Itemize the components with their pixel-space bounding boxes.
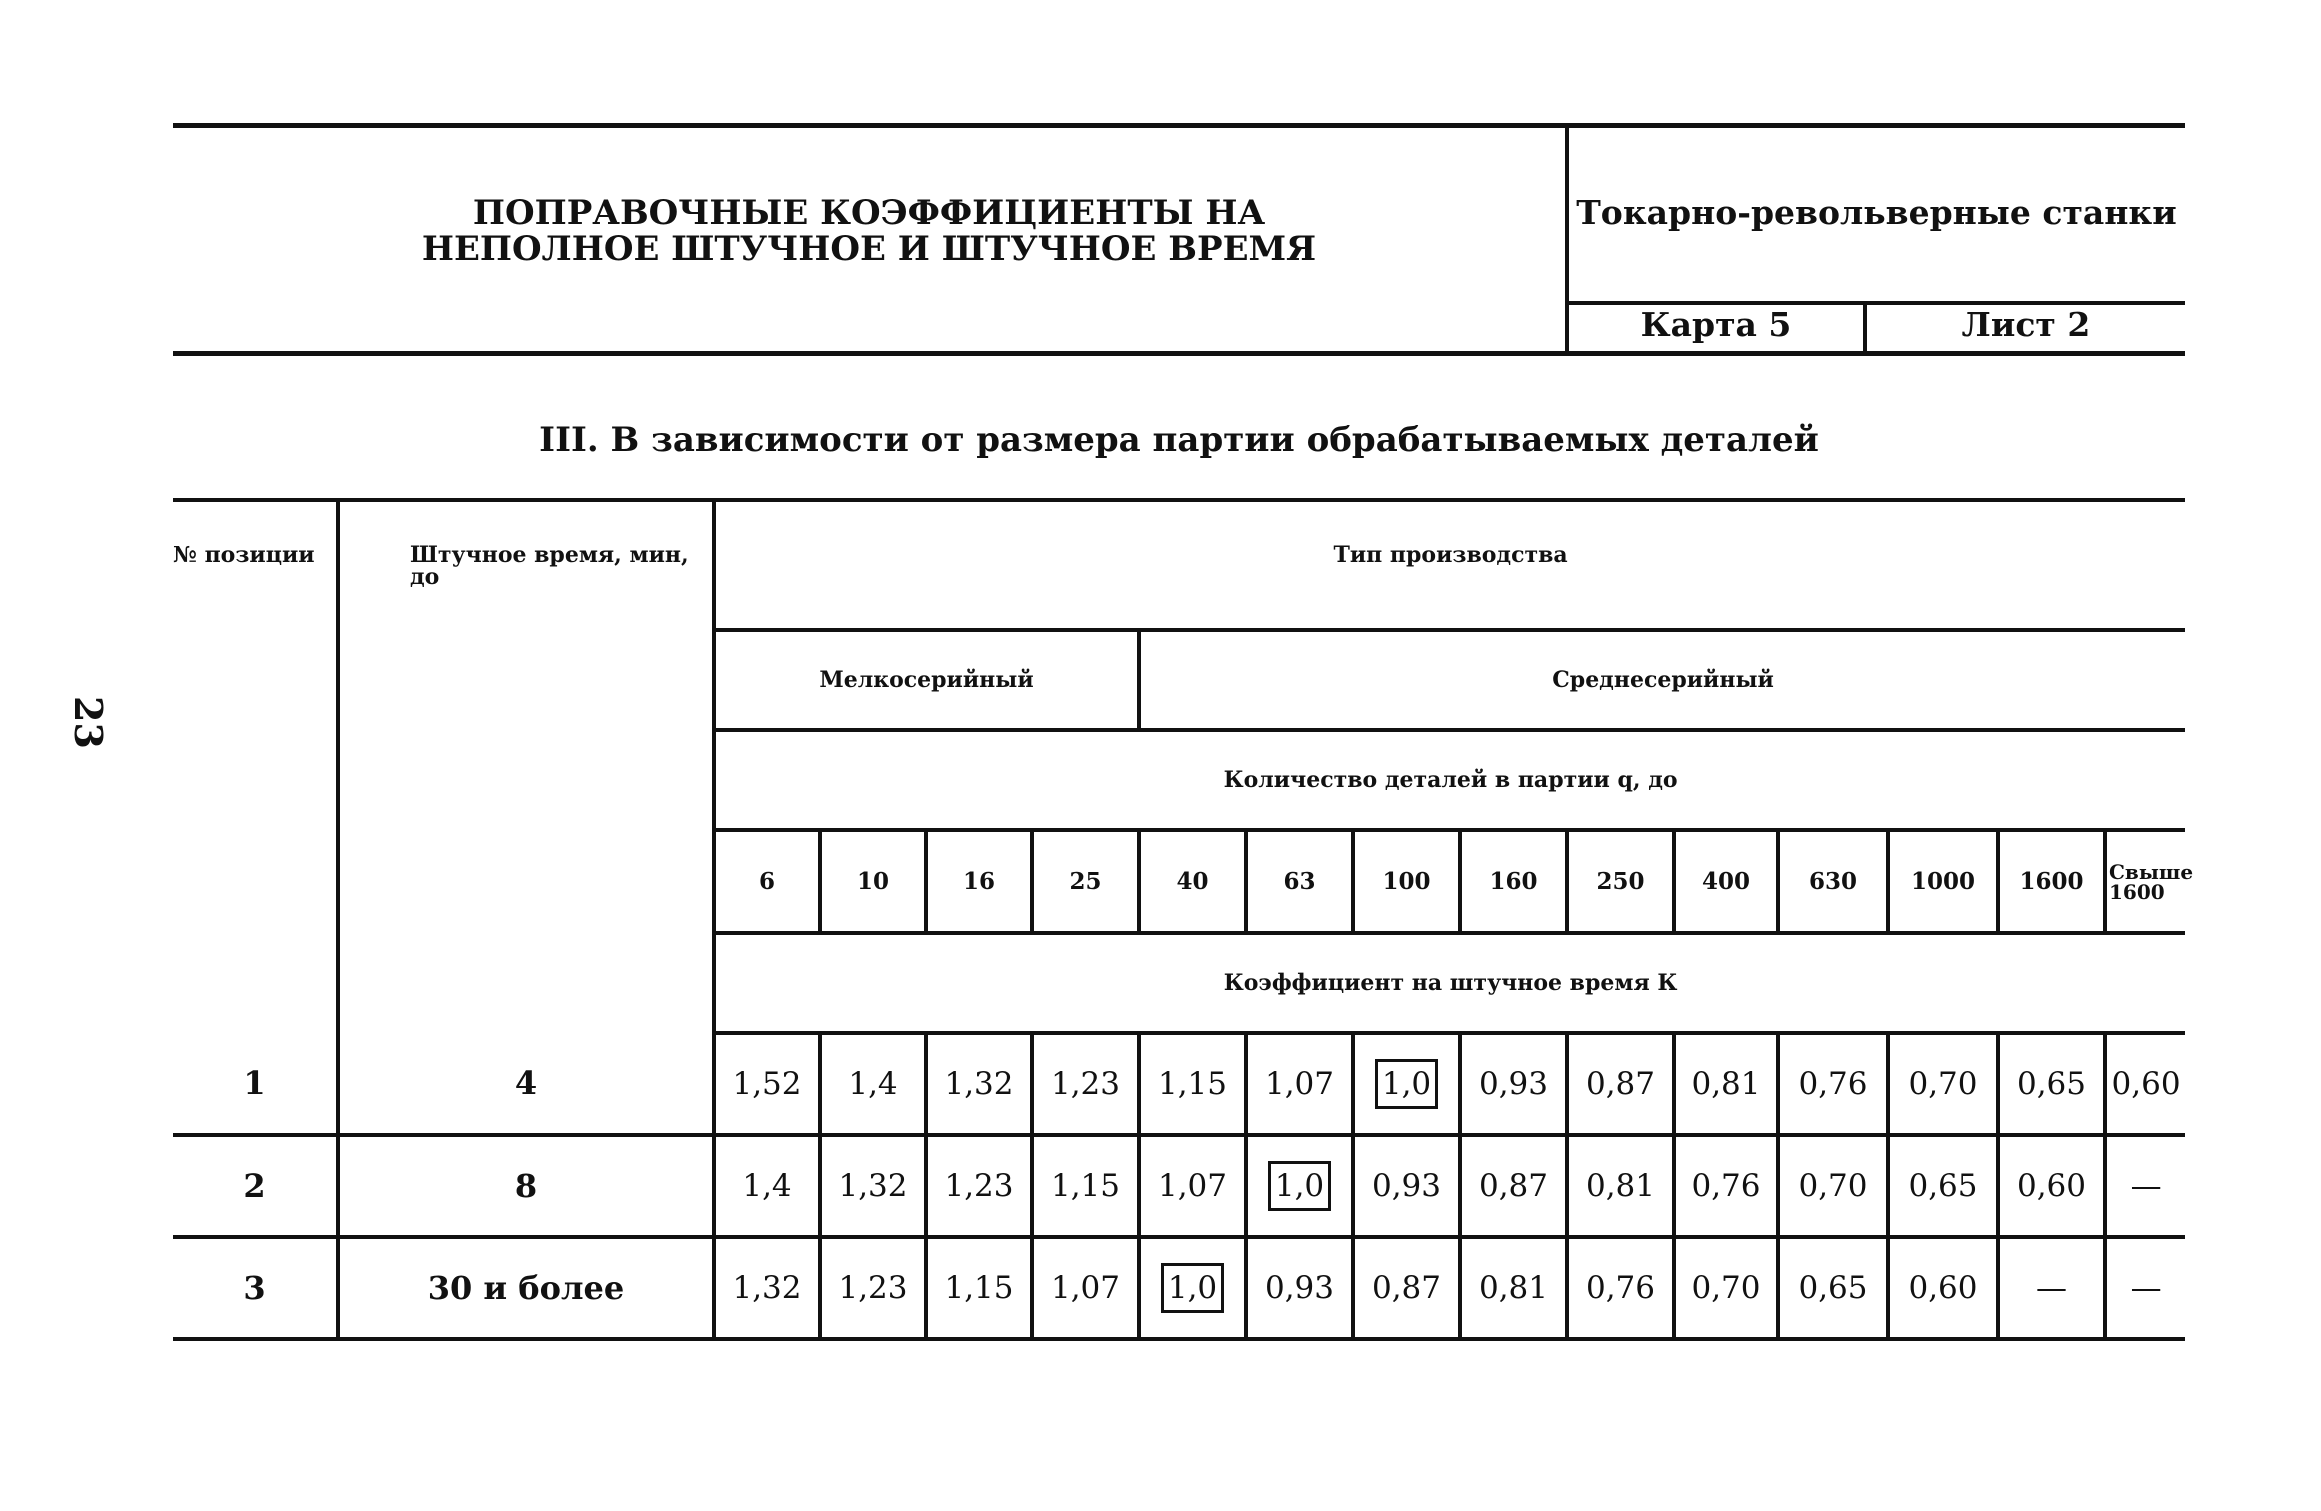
position-number-header: № позиции	[173, 500, 338, 1033]
piece-time: 30 и более	[338, 1237, 714, 1339]
quantity-cell: 10	[820, 830, 926, 933]
quantity-cell-over: Свыше 1600	[2105, 830, 2185, 933]
piece-time: 8	[338, 1135, 714, 1237]
table-row	[173, 1237, 2185, 1339]
coefficient-cell: 1,07	[1032, 1237, 1139, 1339]
coefficient-cell: 1,32	[820, 1135, 926, 1237]
table-body	[173, 1033, 2185, 1339]
table-row	[173, 1135, 2185, 1237]
table-row	[173, 1033, 2185, 1135]
coefficient-cell: —	[2105, 1237, 2185, 1339]
coefficient-cell: 0,87	[1567, 1033, 1674, 1135]
position-number: 3	[173, 1237, 338, 1339]
coefficient-cell: —	[2105, 1135, 2185, 1237]
coefficient-cell: 0,76	[1778, 1033, 1888, 1135]
coefficient-cell: 0,81	[1674, 1033, 1778, 1135]
piece-time: 4	[338, 1033, 714, 1135]
quantity-cell: 40	[1139, 830, 1246, 933]
coefficient-table	[173, 498, 2194, 1341]
boxed-coefficient: 1,0	[1375, 1059, 1438, 1109]
coefficient-cell: 1,23	[820, 1237, 926, 1339]
coefficient-cell: 1,15	[926, 1237, 1032, 1339]
coefficient-cell: 1,52	[714, 1033, 820, 1135]
document-title	[173, 195, 1565, 267]
coefficient-cell: 0,93	[1353, 1135, 1460, 1237]
quantity-cell: 250	[1567, 830, 1674, 933]
coefficient-cell: 1,15	[1032, 1135, 1139, 1237]
boxed-coefficient: 1,0	[1161, 1263, 1224, 1313]
quantity-cell: 25	[1032, 830, 1139, 933]
coefficient-cell: 0,70	[1888, 1033, 1998, 1135]
coefficient-cell: 0,81	[1567, 1135, 1674, 1237]
coefficient-cell: 0,65	[1888, 1135, 1998, 1237]
title-line-2: НЕПОЛНОЕ ШТУЧНОЕ И ШТУЧНОЕ ВРЕМЯ	[421, 229, 1317, 269]
quantity-cell: 1600	[1998, 830, 2105, 933]
quantity-header: Количество деталей в партии q, до	[714, 730, 2185, 830]
quantity-cell: 16	[926, 830, 1032, 933]
coefficient-cell: 0,60	[1998, 1135, 2105, 1237]
boxed-coefficient: 1,0	[1268, 1161, 1331, 1211]
coefficient-cell: —	[1998, 1237, 2105, 1339]
quantity-cell: 1000	[1888, 830, 1998, 933]
coefficient-cell: 0,76	[1674, 1135, 1778, 1237]
document-header	[173, 123, 2185, 356]
page-number: 23	[65, 696, 111, 749]
coefficient-cell: 1,32	[714, 1237, 820, 1339]
coefficient-cell: 1,32	[926, 1033, 1032, 1135]
coefficient-cell: 0,93	[1246, 1237, 1353, 1339]
coefficient-cell	[1353, 1033, 1460, 1135]
card-number: Карта 5	[1640, 305, 1792, 344]
quantity-cell: 100	[1353, 830, 1460, 933]
coefficient-header: Коэффициент на штучное время К	[714, 933, 2185, 1033]
machine-type: Токарно-револьверные станки	[1576, 193, 2177, 232]
coefficient-cell: 0,87	[1353, 1237, 1460, 1339]
production-type-header: Тип производства	[714, 500, 2185, 630]
coefficient-cell: 1,4	[820, 1033, 926, 1135]
coefficient-cell: 0,70	[1778, 1135, 1888, 1237]
coefficient-cell: 1,23	[1032, 1033, 1139, 1135]
coefficient-cell: 0,76	[1567, 1237, 1674, 1339]
coefficient-cell: 1,4	[714, 1135, 820, 1237]
coefficient-cell: 0,70	[1674, 1237, 1778, 1339]
quantity-cell: 63	[1246, 830, 1353, 933]
section-title: III. В зависимости от размера партии обрабатываемых деталей	[539, 420, 1819, 460]
coefficient-cell: 1,15	[1139, 1033, 1246, 1135]
coefficient-cell	[1139, 1237, 1246, 1339]
sheet-number: Лист 2	[1961, 305, 2091, 344]
coefficient-cell: 0,81	[1460, 1237, 1567, 1339]
title-line-1: ПОПРАВОЧНЫЕ КОЭФФИЦИЕНТЫ НА	[472, 193, 1266, 233]
small-batch-header: Мелкосерийный	[714, 630, 1139, 730]
coefficient-cell: 1,07	[1246, 1033, 1353, 1135]
coefficient-cell: 1,23	[926, 1135, 1032, 1237]
quantity-cell: 160	[1460, 830, 1567, 933]
coefficient-cell: 0,65	[1778, 1237, 1888, 1339]
position-number: 2	[173, 1135, 338, 1237]
coefficient-cell	[1246, 1135, 1353, 1237]
coefficient-cell: 0,60	[2105, 1033, 2185, 1135]
quantity-cell: 6	[714, 830, 820, 933]
piece-time-header: Штучное время, мин, до	[338, 500, 714, 1033]
coefficient-cell: 0,87	[1460, 1135, 1567, 1237]
coefficient-cell: 0,93	[1460, 1033, 1567, 1135]
coefficient-cell: 1,07	[1139, 1135, 1246, 1237]
header-bottom-rule	[173, 351, 2185, 356]
medium-batch-header: Среднесерийный	[1139, 630, 2185, 730]
position-number: 1	[173, 1033, 338, 1135]
coefficient-cell: 0,60	[1888, 1237, 1998, 1339]
header-top-rule	[173, 123, 2185, 128]
quantity-cell: 400	[1674, 830, 1778, 933]
quantity-cell: 630	[1778, 830, 1888, 933]
coefficient-cell: 0,65	[1998, 1033, 2105, 1135]
